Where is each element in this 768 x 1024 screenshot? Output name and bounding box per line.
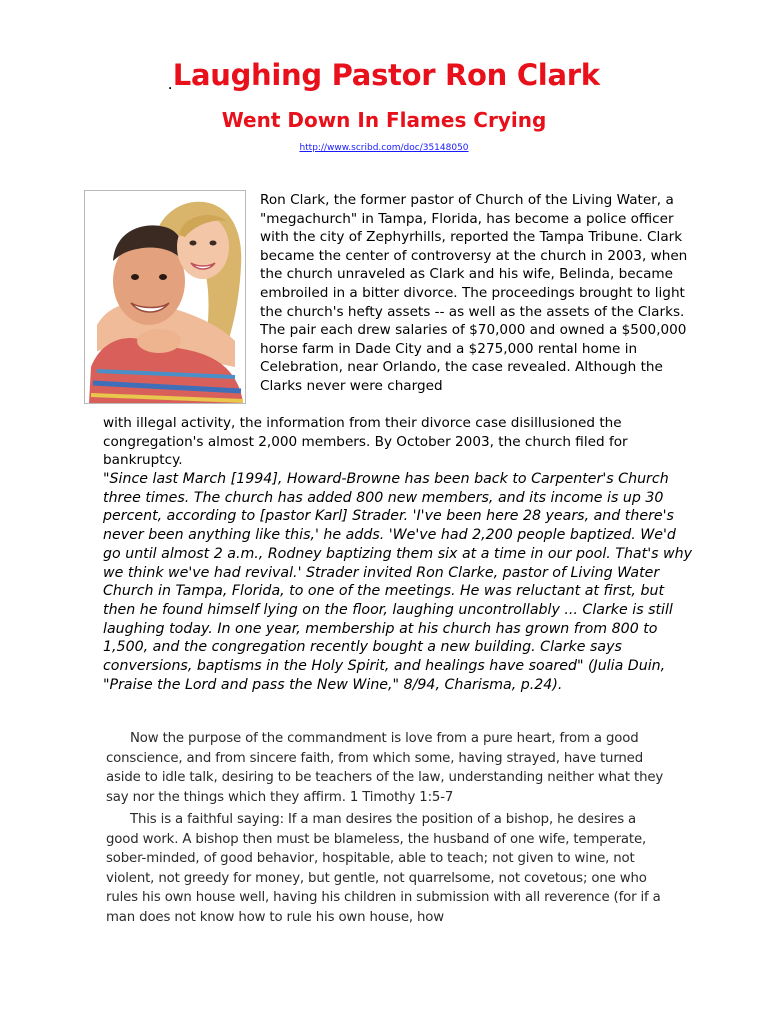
verse-text: Now the purpose of the commandment is love from a pure heart, from a good conscience, and from sincere faith, from which some, having strayed, have turned aside to idle talk, desiring to be teachers of the law, understanding neither what they say nor the things which they affirm. 1 Timothy 1:5-7: [106, 731, 664, 805]
title-text: Laughing Pastor Ron Clark: [172, 58, 600, 92]
verse-bishop-qualifications: [106, 810, 666, 928]
couple-photo-illustration: [85, 191, 245, 403]
intro-paragraph-right: Ron Clark, the former pastor of Church of the Living Water, a "megachurch" in Tampa, Florida, has become a police officer with the city of Zephyrhills, reported the Tampa Tribune. Clark became the center of controversy at the church in 2003, when the church unraveled as Clark and his wife, Belinda, became embroiled in a bitter divorce. The proceedings brought to light the church's hefty assets -- as well as the assets of the Clarks. The pair each drew salaries of $70,000 and owned a $500,000 horse farm in Dade City and a $275,000 rental home in Celebration, near Orlando, the case revealed. Although the Clarks never were charged: [260, 192, 688, 394]
intro-paragraph-continued: with illegal activity, the information from their divorce case disillusioned the congregation's almost 2,000 members. By October 2003, the church filed for bankruptcy.: [103, 415, 628, 469]
verse-text: This is a faithful saying: If a man desires the position of a bishop, he desires a good work. A bishop then must be blameless, the husband of one wife, temperate, sober-minded, of good behavior, hospitable, able to teach; not given to wine, not violent, not greedy for money, but gentle, not quarrelsome, not covetous; one who rules his own house well, having his children in submission with all reverence (for if a man does not know how to rule his own house, how: [106, 812, 661, 925]
source-link-container: [0, 143, 768, 153]
title-mark: .: [168, 81, 172, 92]
couple-photo: [84, 190, 246, 404]
verse-1-timothy-1: [106, 729, 666, 807]
source-link[interactable]: http://www.scribd.com/doc/35148050: [299, 143, 469, 153]
charisma-quote: "Since last March [1994], Howard-Browne has been back to Carpenter's Church three times. The church has added 800 new members, and its income is up 30 percent, according to [pastor Karl] Strader. 'I've been here 28 years, and there's never been anything like this,' he adds. 'We've had 2,200 people baptized. We'd go until almost 2 a.m., Rodney baptizing them six at a time in our pool. That's why we think we've had revival.' Strader invited Ron Clarke, pastor of Living Water Church in Tampa, Florida, to one of the meetings. He was reluctant at first, but then he found himself lying on the floor, laughing uncontrollably ... Clarke is still laughing today. In one year, membership at his church has grown from 800 to 1,500, and the congregation recently bought a new building. Clarke says conversions, baptisms in the Holy Spirit, and healings have soared" (Julia Duin, "Praise the Lord and pass the New Wine," 8/94, Charisma, p.24).: [103, 471, 692, 693]
document-subtitle: Went Down In Flames Crying: [221, 108, 547, 132]
document-title: [0, 58, 768, 92]
